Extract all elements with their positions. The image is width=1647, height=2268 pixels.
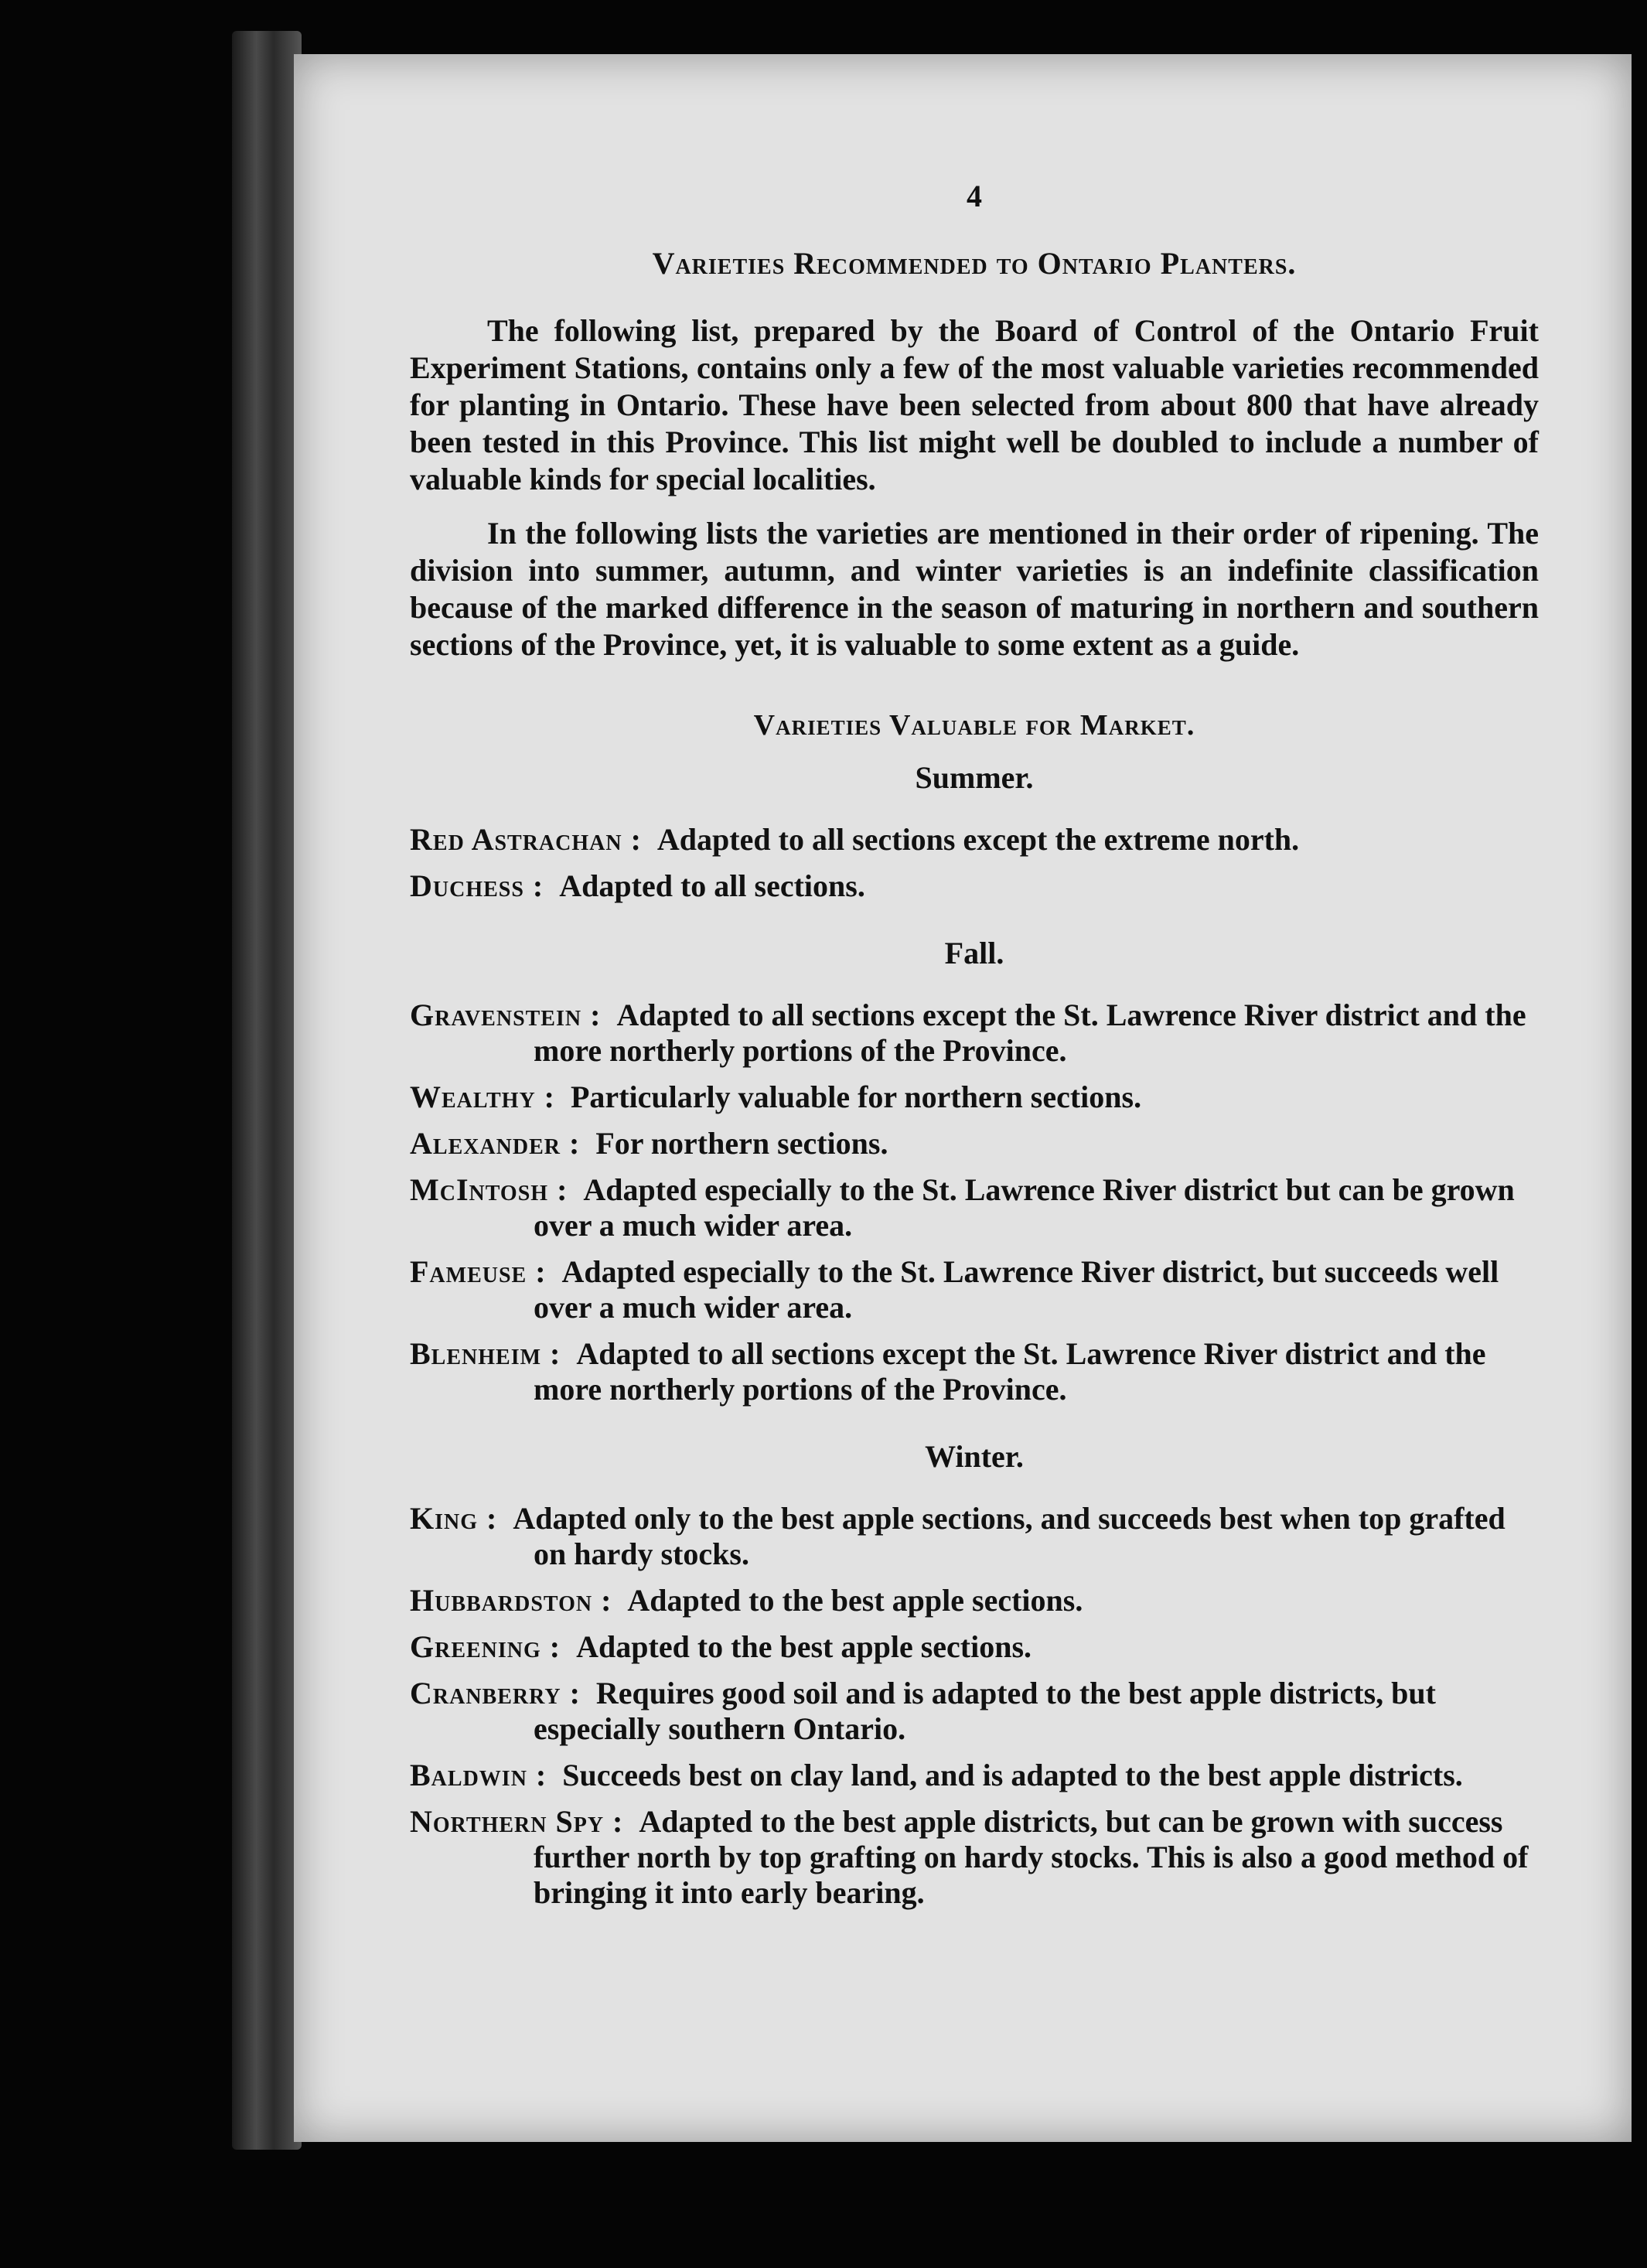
page-content (410, 178, 1539, 1942)
book-edge (232, 31, 302, 2150)
variety-description: Adapted especially to the St. Lawrence River district but can be grown over a much wider area. (534, 1172, 1515, 1243)
variety-name: King : (410, 1501, 498, 1536)
variety-entry (410, 1501, 1539, 1572)
variety-entry (410, 1126, 1539, 1161)
variety-entry (410, 822, 1539, 858)
variety-description: Adapted to the best apple districts, but can be grown with success further north by top grafting on hardy stocks. This is also a good method of bringing it into early bearing. (534, 1804, 1529, 1910)
variety-description: Adapted to all sections except the St. Lawrence River district and the more northerly portions of the Province. (534, 1336, 1486, 1407)
variety-name: Blenheim : (410, 1336, 561, 1371)
summer-varieties (410, 822, 1539, 904)
variety-description: Adapted to all sections except the St. Lawrence River district and the more northerly portions of the Province. (534, 998, 1526, 1068)
variety-name: Alexander : (410, 1126, 581, 1161)
variety-description: Adapted especially to the St. Lawrence River district, but succeeds well over a much wider area. (534, 1254, 1499, 1325)
order-paragraph: In the following lists the varieties are mentioned in their order of ripening. The division into summer, autumn, and winter varieties is an indefinite classification because of the marked difference in the season of maturing in northern and southern sections of the Province, yet, it is valuable to some extent as a guide. (410, 516, 1539, 662)
intro-paragraph: The following list, prepared by the Board of Control of the Ontario Fruit Experiment Stations, contains only a few of the most valuable varieties recommended for planting in Ontario. These have been selected from about 800 that have already been tested in this Province. This list might well be doubled to include a number of valuable kinds for special localities. (410, 313, 1539, 496)
season-heading-winter: Winter. (925, 1439, 1024, 1474)
variety-entry (410, 1758, 1539, 1793)
variety-entry (410, 1079, 1539, 1115)
variety-name: McIntosh : (410, 1172, 568, 1207)
variety-entry (410, 1336, 1539, 1407)
variety-name: Red Astrachan : (410, 822, 642, 857)
fall-varieties (410, 998, 1539, 1407)
variety-name: Cranberry : (410, 1676, 581, 1710)
variety-description: Succeeds best on clay land, and is adapted to the best apple districts. (562, 1758, 1463, 1792)
season-heading-summer: Summer. (915, 760, 1034, 795)
section-title: Varieties Valuable for Market. (753, 709, 1195, 742)
season-heading-fall: Fall. (944, 936, 1004, 970)
variety-entry (410, 998, 1539, 1069)
variety-entry (410, 868, 1539, 904)
variety-description: Adapted to all sections except the extreme north. (656, 822, 1300, 857)
variety-name: Hubbardston : (410, 1583, 612, 1618)
variety-entry (410, 1804, 1539, 1911)
variety-description: Particularly valuable for northern sections. (571, 1079, 1142, 1114)
variety-name: Duchess : (410, 868, 544, 903)
variety-description: For northern sections. (595, 1126, 888, 1161)
variety-name: Greening : (410, 1629, 561, 1664)
variety-name: Northern Spy : (410, 1804, 624, 1839)
variety-description: Adapted only to the best apple sections, and succeeds best when top grafted on hardy stocks. (513, 1501, 1505, 1571)
variety-name: Baldwin : (410, 1758, 547, 1792)
winter-varieties (410, 1501, 1539, 1911)
variety-entry (410, 1629, 1539, 1665)
variety-name: Wealthy : (410, 1079, 555, 1114)
variety-name: Gravenstein : (410, 998, 602, 1032)
variety-entry (410, 1583, 1539, 1618)
variety-description: Adapted to all sections. (559, 868, 865, 903)
variety-description: Adapted to the best apple sections. (627, 1583, 1083, 1618)
variety-entry (410, 1172, 1539, 1243)
variety-description: Adapted to the best apple sections. (576, 1629, 1032, 1664)
page-number: 4 (967, 179, 982, 213)
variety-description: Requires good soil and is adapted to the best apple districts, but especially southern Ontario. (534, 1676, 1436, 1746)
variety-entry (410, 1676, 1539, 1747)
book-page (294, 54, 1632, 2142)
variety-name: Fameuse : (410, 1254, 547, 1289)
page-title: Varieties Recommended to Ontario Planters. (652, 246, 1297, 281)
variety-entry (410, 1254, 1539, 1325)
